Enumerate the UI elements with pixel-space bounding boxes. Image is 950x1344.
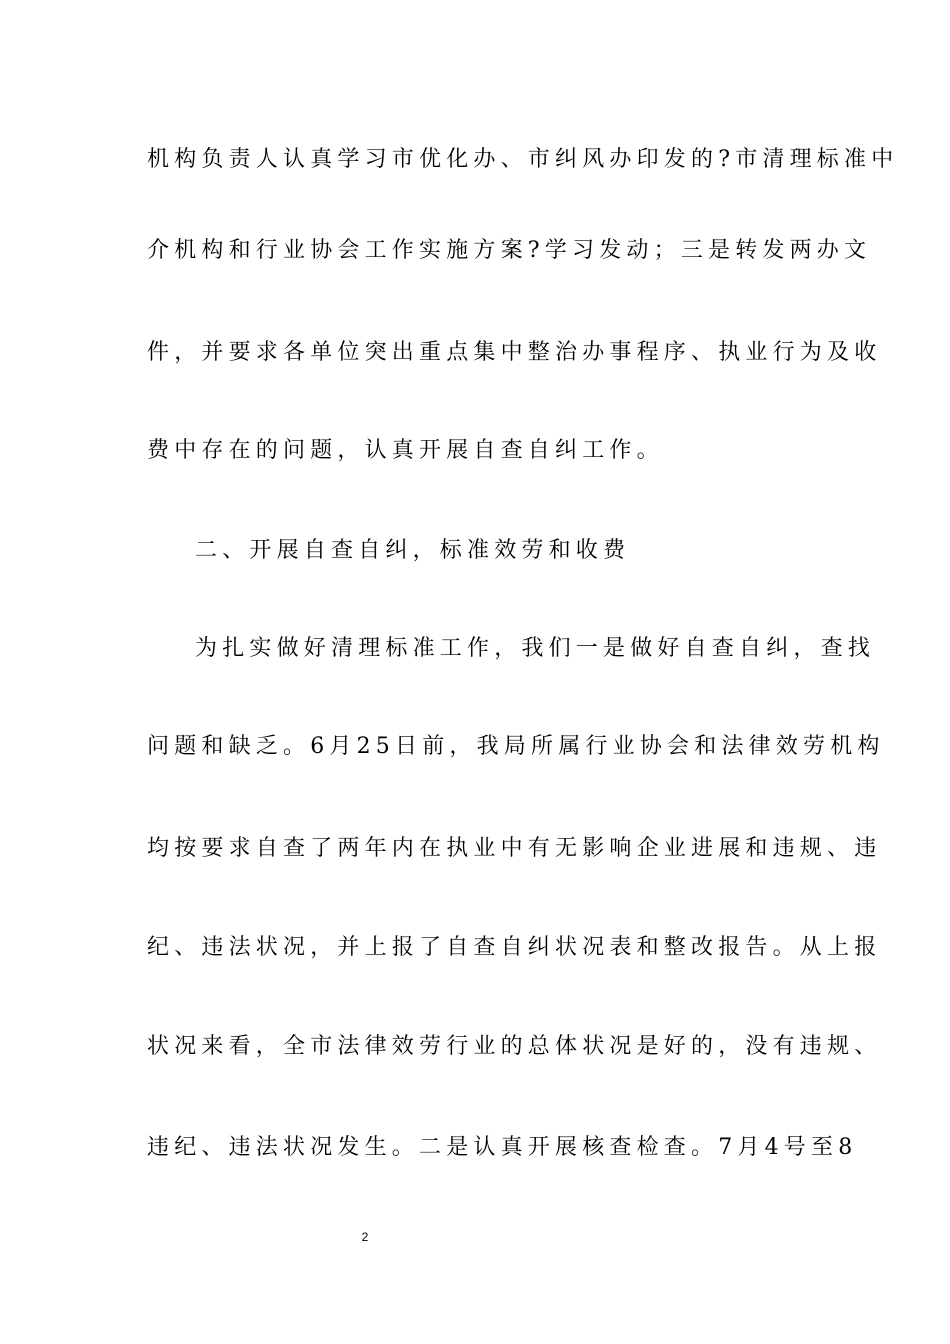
body-text-line: 件，并要求各单位突出重点集中整治办事程序、执业行为及收 (147, 340, 882, 365)
body-text-line: 机构负责人认真学习市优化办、市纠风办印发的?市清理标准中 (147, 147, 899, 172)
body-text-line: 费中存在的问题，认真开展自查自纠工作。 (147, 438, 664, 463)
body-text-line: 状况来看，全市法律效劳行业的总体状况是好的，没有违规、 (147, 1034, 882, 1059)
body-text-line: 均按要求自查了两年内在执业中有无影响企业进展和违规、违 (147, 836, 882, 861)
body-text-line: 为扎实做好清理标准工作，我们一是做好自查自纠，查找 (195, 636, 876, 661)
body-text-line: 纪、违法状况，并上报了自查自纠状况表和整改报告。从上报 (147, 935, 882, 960)
body-text-line: 违纪、违法状况发生。二是认真开展核查检查。7月4号至8 (147, 1135, 858, 1160)
section-heading: 二、开展自查自纠，标准效劳和收费 (195, 538, 631, 563)
body-text-line: 介机构和行业协会工作实施方案?学习发动；三是转发两办文 (147, 238, 872, 263)
page-number: 2 (361, 1230, 369, 1244)
body-text-line: 问题和缺乏。6月25日前，我局所属行业协会和法律效劳机构 (147, 734, 885, 759)
